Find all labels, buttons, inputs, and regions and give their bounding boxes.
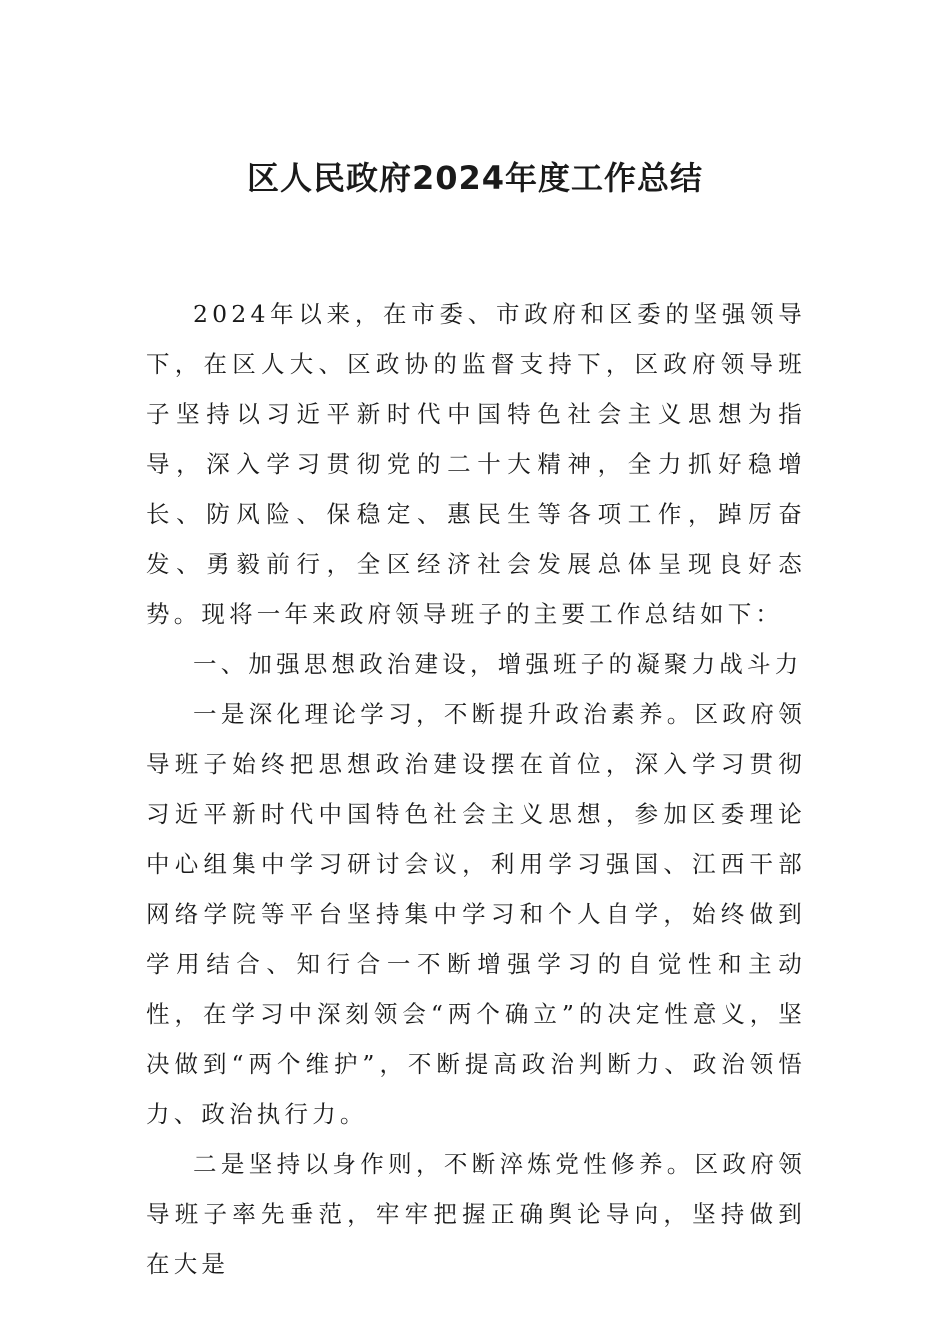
section-heading-1: 一、加强思想政治建设，增强班子的凝聚力战斗力 [193,650,803,678]
document-title: 区人民政府2024年度工作总结 [246,159,704,197]
document-body [146,289,806,1289]
paragraph-theory-study: 一是深化理论学习，不断提升政治素养。区政府领导班子始终把思想政治建设摆在首位，深入学习贯彻习近平新时代中国特色社会主义思想，参加区委理论中心组集中学习研讨会议，利用学习强国、江西干部网络学院等平台坚持集中学习和个人自学，始终做到学用结合、知行合一不断增强学习的自觉性和主动性，在学习中深刻领会“两个确立”的决定性意义，坚决做到“两个维护”，不断提高政治判断力、政治领悟力、政治执行力。 [146,700,806,1128]
intro-paragraph: 2024年以来，在市委、市政府和区委的坚强领导下，在区人大、区政协的监督支持下，区政府领导班子坚持以习近平新时代中国特色社会主义思想为指导，深入学习贯彻党的二十大精神，全力抓好稳增长、防风险、保稳定、惠民生等各项工作，踔厉奋发、勇毅前行，全区经济社会发展总体呈现良好态势。现将一年来政府领导班子的主要工作总结如下： [146,300,806,628]
paragraph-party-spirit: 二是坚持以身作则，不断淬炼党性修养。区政府领导班子率先垂范，牢牢把握正确舆论导向，坚持做到在大是 [146,1150,806,1278]
